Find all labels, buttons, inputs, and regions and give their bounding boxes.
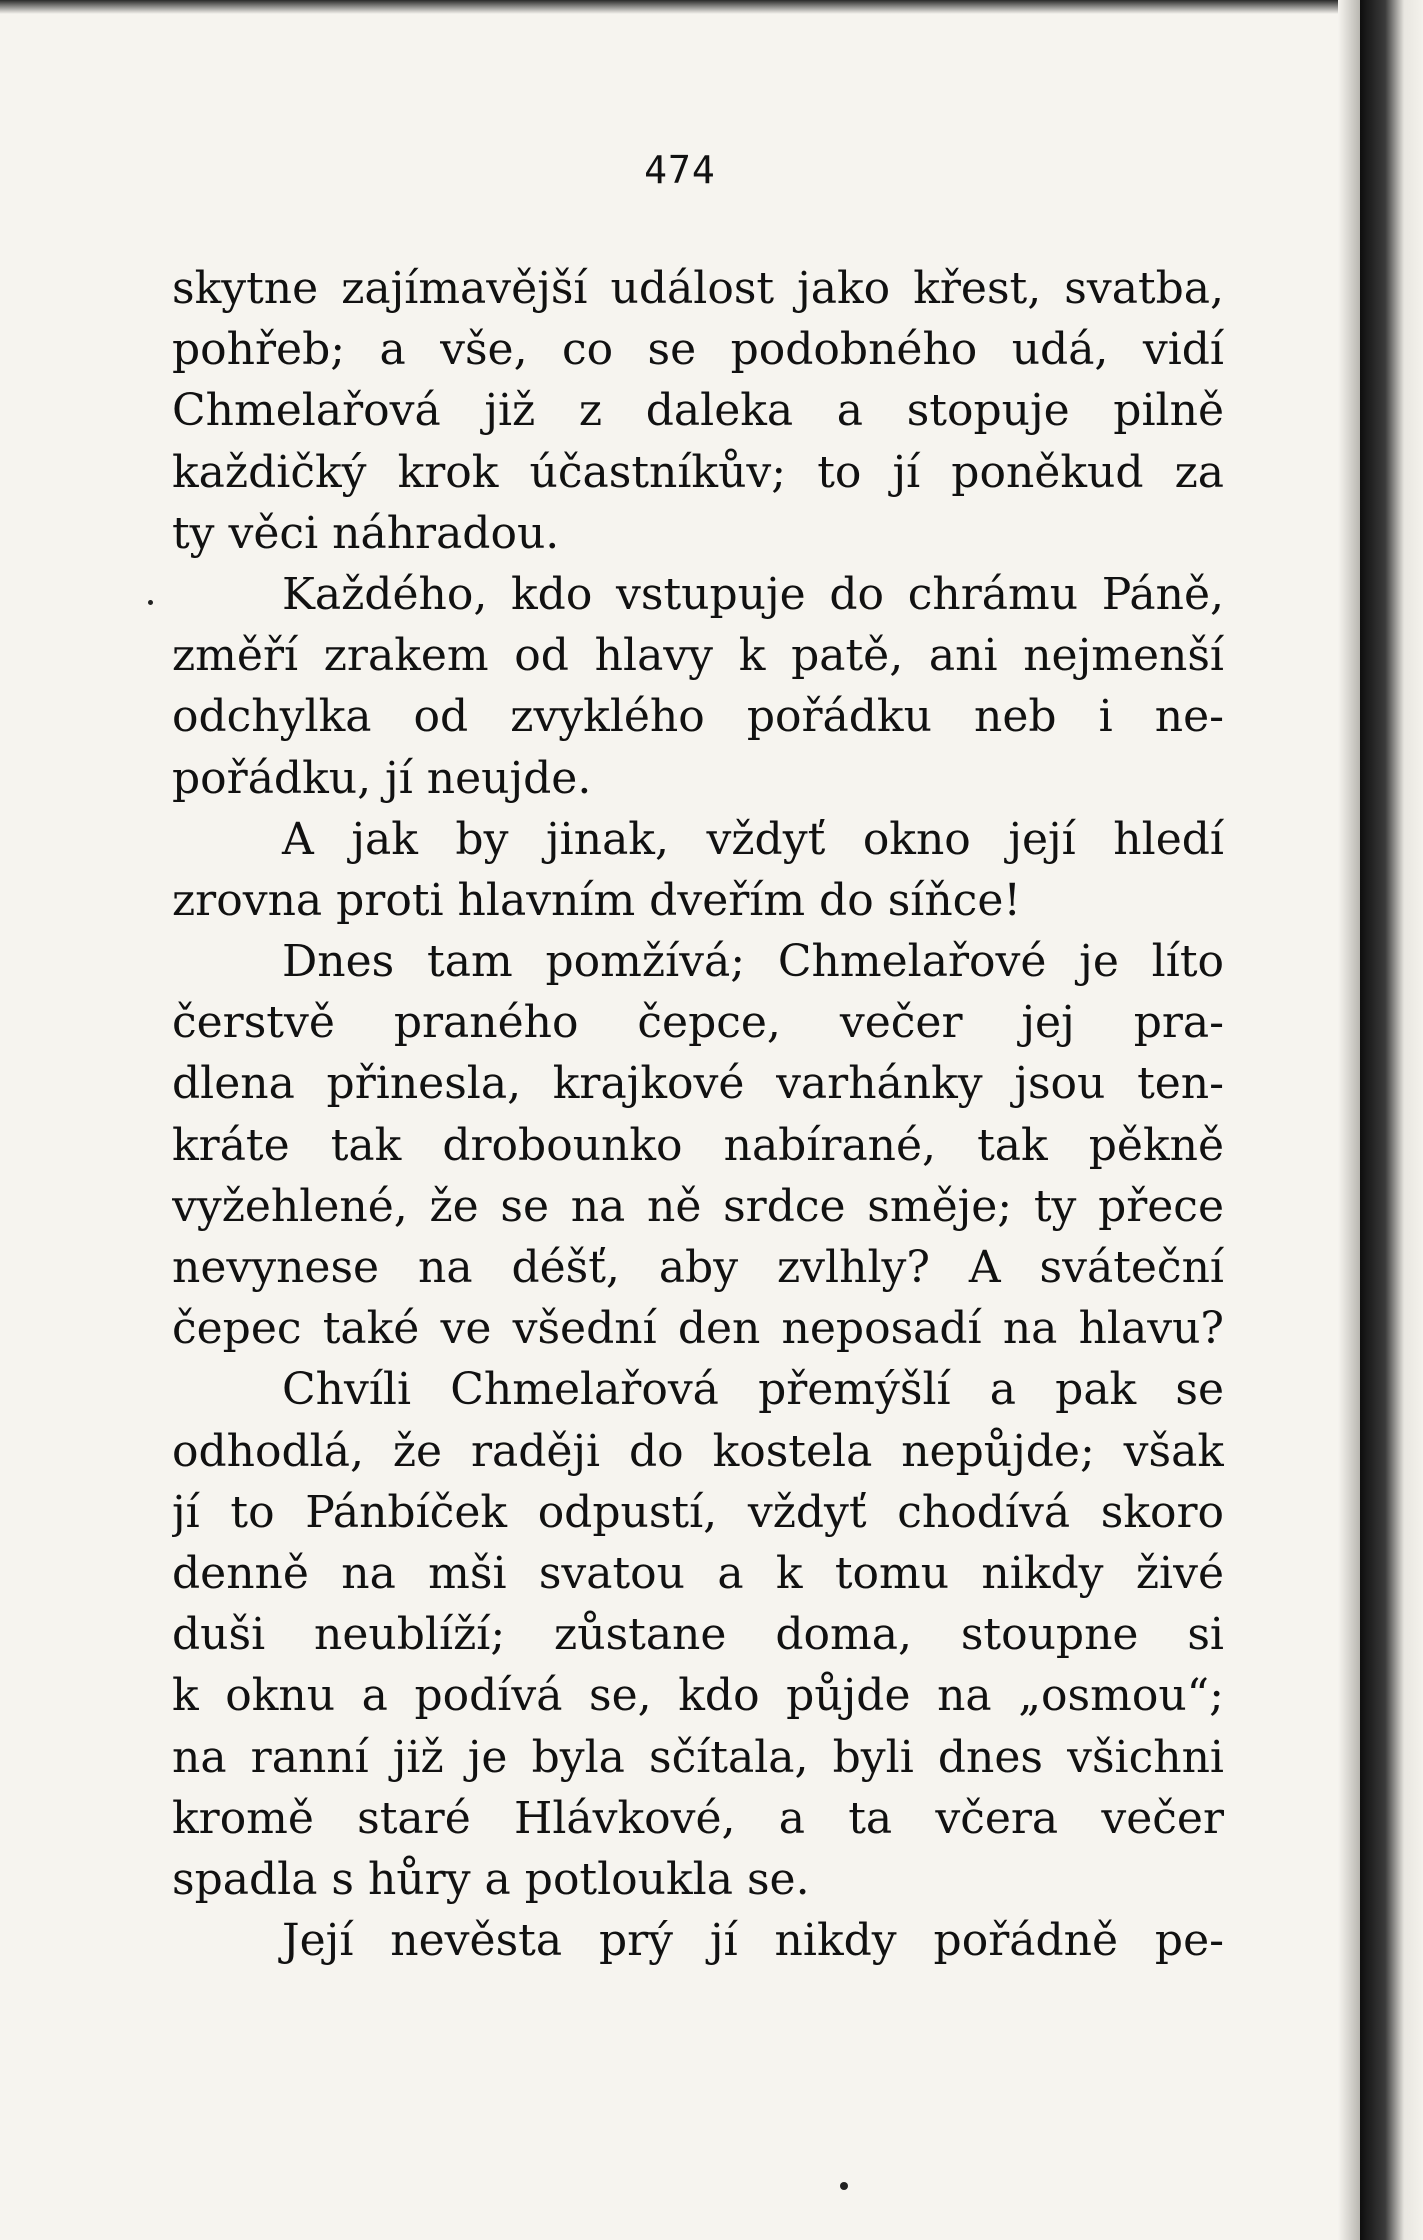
text-line: duši neublíží; zůstane doma, stoupne si <box>172 1609 1224 1661</box>
text-line: nevynese na déšť, aby zvlhly? A sváteční <box>172 1242 1224 1293</box>
text-line: Její nevěsta prý jí nikdy pořádně pe- <box>282 1915 1224 1967</box>
text-line: Chmelařová již z daleka a stopuje pilně <box>172 385 1224 437</box>
body-text <box>172 258 1224 1971</box>
book-binding <box>1360 0 1423 2240</box>
text-line: zrovna proti hlavním dveřím do síňce! <box>172 874 1022 926</box>
text-line: Dnes tam pomžívá; Chmelařové je líto <box>282 936 1224 988</box>
print-speck <box>840 2182 848 2190</box>
text-line: spadla s hůry a potloukla se. <box>172 1853 810 1905</box>
text-line: změří zrakem od hlavy k patě, ani nejmenší <box>172 630 1224 682</box>
text-line: pohřeb; a vše, co se podobného udá, vidí <box>172 324 1224 376</box>
text-line: skytne zajímavější událost jako křest, svatba, <box>172 263 1224 314</box>
text-line: každičký krok účastníkův; to jí poněkud za <box>172 446 1224 498</box>
text-line: k oknu a podívá se, kdo půjde na „osmou“; <box>172 1670 1224 1722</box>
text-line: odchylka od zvyklého pořádku neb i ne- <box>172 691 1224 743</box>
text-line: Chvíli Chmelařová přemýšlí a pak se <box>282 1364 1224 1416</box>
text-line: vyžehlené, že se na ně srdce směje; ty přece <box>172 1180 1224 1232</box>
text-line: jí to Pánbíček odpustí, vždyť chodívá skoro <box>172 1486 1224 1538</box>
text-line: pořádku, jí neujde. <box>172 752 592 804</box>
text-line: na ranní již je byla sčítala, byli dnes všichni <box>172 1731 1224 1783</box>
text-line: Každého, kdo vstupuje do chrámu Páně, <box>282 568 1224 620</box>
text-line: denně na mši svatou a k tomu nikdy živé <box>172 1547 1224 1599</box>
top-edge-shadow <box>0 0 1360 14</box>
text-line: odhodlá, že raději do kostela nepůjde; však <box>172 1425 1224 1477</box>
text-line: kromě staré Hlávkové, a ta včera večer <box>172 1792 1224 1844</box>
text-line: čepec také ve všední den neposadí na hlavu? <box>172 1303 1224 1355</box>
text-line: ty věci náhradou. <box>172 507 560 559</box>
text-line: dlena přinesla, krajkové varhánky jsou ten- <box>172 1058 1224 1110</box>
text-line: kráte tak drobounko nabírané, tak pěkně <box>172 1119 1224 1171</box>
text-line: A jak by jinak, vždyť okno její hledí <box>282 813 1224 865</box>
page-number: 474 <box>644 148 716 192</box>
page-edge-shadow <box>1338 0 1360 2240</box>
text-line: čerstvě praného čepce, večer jej pra- <box>172 997 1224 1049</box>
print-speck <box>148 600 153 605</box>
